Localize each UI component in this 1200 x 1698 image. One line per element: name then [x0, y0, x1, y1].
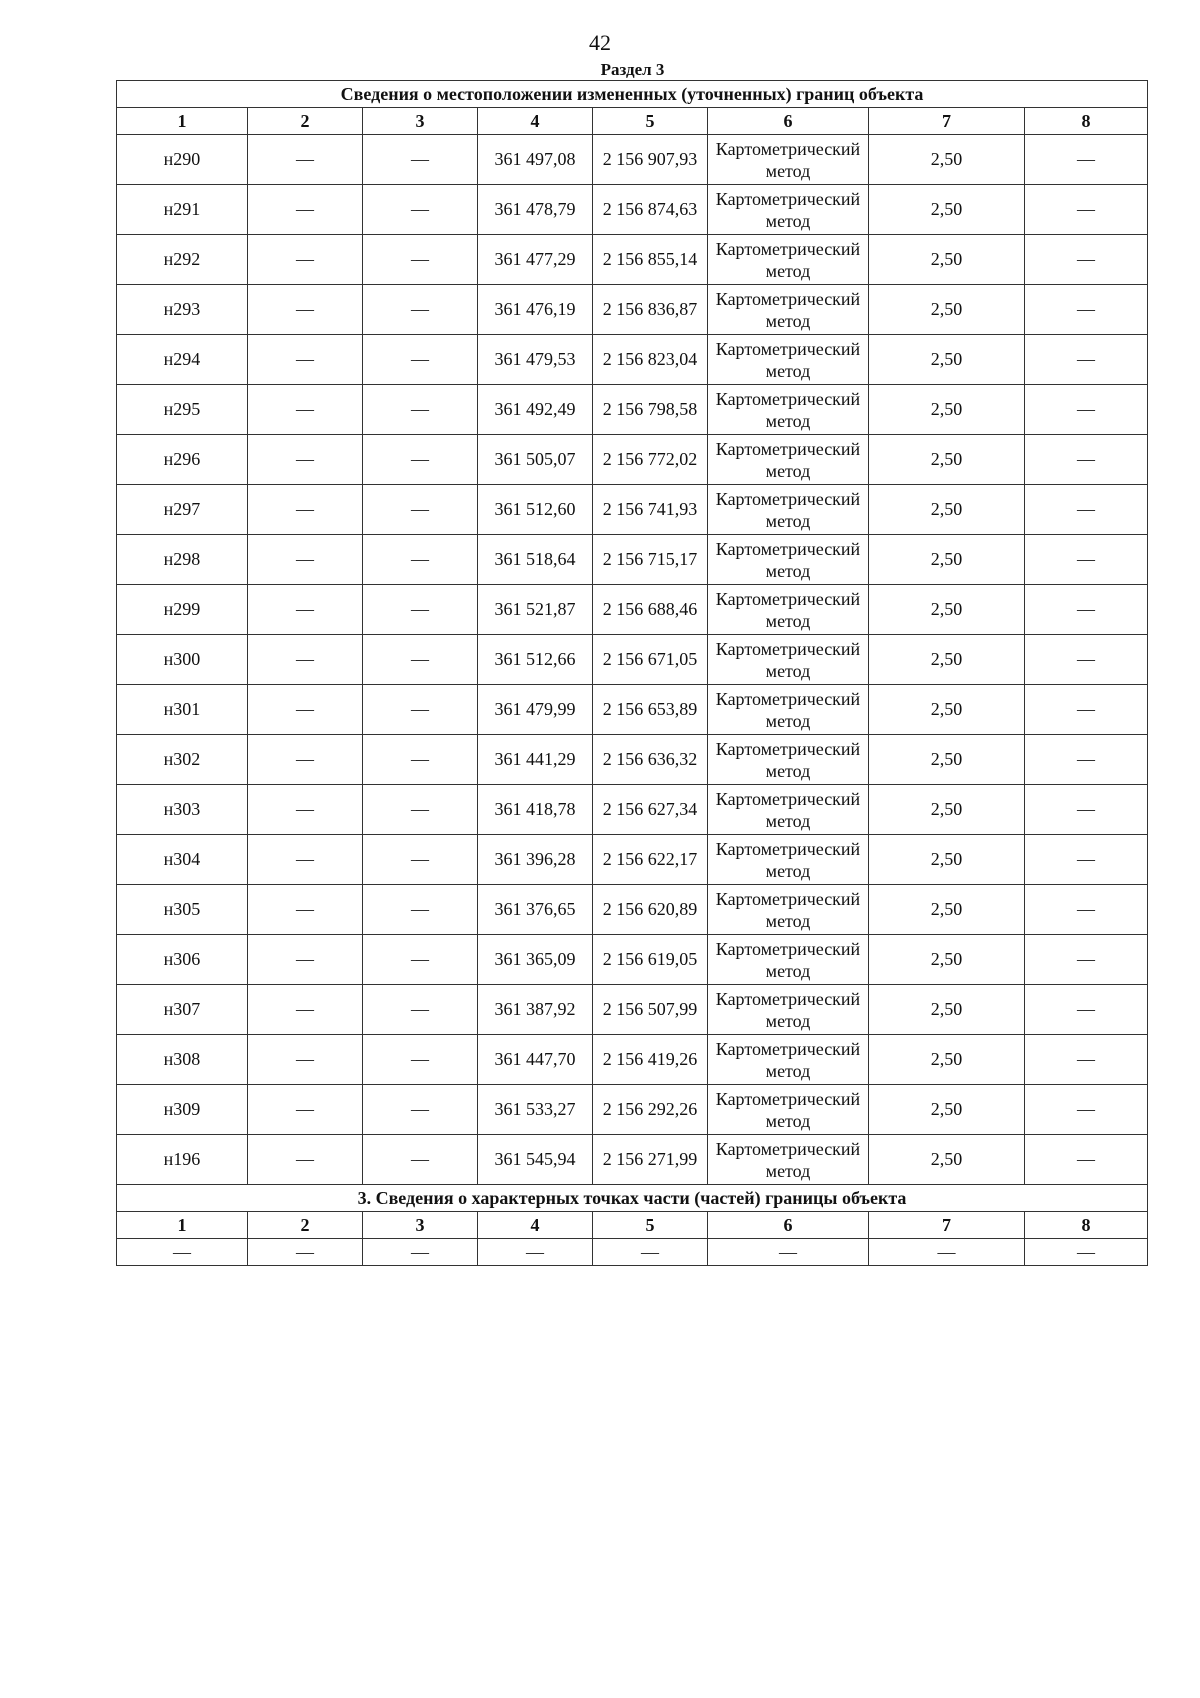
- table-row: [117, 1135, 1148, 1185]
- column-8-cell: —: [1025, 935, 1148, 985]
- section2-caption: 3. Сведения о характерных точках части (частей) границы объекта: [117, 1185, 1148, 1212]
- column-3-cell: —: [363, 885, 478, 935]
- column-number: 3: [363, 108, 478, 135]
- point-cell: н296: [117, 435, 248, 485]
- section2-empty-row: [117, 1239, 1148, 1266]
- point-cell: н301: [117, 685, 248, 735]
- column-8-cell: —: [1025, 585, 1148, 635]
- point-cell: н293: [117, 285, 248, 335]
- column-2-cell: —: [248, 535, 363, 585]
- column-3-cell: —: [363, 485, 478, 535]
- accuracy-cell: 2,50: [869, 535, 1025, 585]
- x-coordinate-cell: 361 518,64: [478, 535, 593, 585]
- table-row: [117, 285, 1148, 335]
- table-row: [117, 635, 1148, 685]
- column-3-cell: —: [363, 535, 478, 585]
- method-cell: Картометрический метод: [708, 935, 869, 985]
- column-number: 1: [117, 108, 248, 135]
- column-3-cell: —: [363, 1085, 478, 1135]
- accuracy-cell: 2,50: [869, 485, 1025, 535]
- column-number: 2: [248, 1212, 363, 1239]
- empty-cell: —: [363, 1239, 478, 1266]
- column-3-cell: —: [363, 935, 478, 985]
- column-8-cell: —: [1025, 385, 1148, 435]
- table-row: [117, 685, 1148, 735]
- y-coordinate-cell: 2 156 653,89: [593, 685, 708, 735]
- column-3-cell: —: [363, 835, 478, 885]
- column-8-cell: —: [1025, 635, 1148, 685]
- y-coordinate-cell: 2 156 823,04: [593, 335, 708, 385]
- column-2-cell: —: [248, 335, 363, 385]
- y-coordinate-cell: 2 156 292,26: [593, 1085, 708, 1135]
- method-cell: Картометрический метод: [708, 685, 869, 735]
- column-8-cell: —: [1025, 285, 1148, 335]
- point-cell: н306: [117, 935, 248, 985]
- column-2-cell: —: [248, 735, 363, 785]
- x-coordinate-cell: 361 533,27: [478, 1085, 593, 1135]
- column-number: 4: [478, 108, 593, 135]
- column-number-row: [117, 108, 1148, 135]
- accuracy-cell: 2,50: [869, 985, 1025, 1035]
- method-cell: Картометрический метод: [708, 585, 869, 635]
- column-number: 2: [248, 108, 363, 135]
- table-row: [117, 135, 1148, 185]
- x-coordinate-cell: 361 476,19: [478, 285, 593, 335]
- x-coordinate-cell: 361 387,92: [478, 985, 593, 1035]
- column-8-cell: —: [1025, 685, 1148, 735]
- accuracy-cell: 2,50: [869, 335, 1025, 385]
- y-coordinate-cell: 2 156 907,93: [593, 135, 708, 185]
- column-2-cell: —: [248, 785, 363, 835]
- y-coordinate-cell: 2 156 772,02: [593, 435, 708, 485]
- column-number: 3: [363, 1212, 478, 1239]
- x-coordinate-cell: 361 512,66: [478, 635, 593, 685]
- column-8-cell: —: [1025, 185, 1148, 235]
- column-8-cell: —: [1025, 785, 1148, 835]
- x-coordinate-cell: 361 521,87: [478, 585, 593, 635]
- accuracy-cell: 2,50: [869, 1135, 1025, 1185]
- column-number: 5: [593, 1212, 708, 1239]
- column-3-cell: —: [363, 685, 478, 735]
- x-coordinate-cell: 361 478,79: [478, 185, 593, 235]
- x-coordinate-cell: 361 497,08: [478, 135, 593, 185]
- column-2-cell: —: [248, 135, 363, 185]
- x-coordinate-cell: 361 376,65: [478, 885, 593, 935]
- point-cell: н298: [117, 535, 248, 585]
- table-row: [117, 335, 1148, 385]
- point-cell: н295: [117, 385, 248, 435]
- column-2-cell: —: [248, 585, 363, 635]
- method-cell: Картометрический метод: [708, 1135, 869, 1185]
- section2-column-number-row: [117, 1212, 1148, 1239]
- table-row: [117, 1035, 1148, 1085]
- column-2-cell: —: [248, 1135, 363, 1185]
- table-row: [117, 1085, 1148, 1135]
- column-2-cell: —: [248, 885, 363, 935]
- method-cell: Картометрический метод: [708, 335, 869, 385]
- column-2-cell: —: [248, 385, 363, 435]
- method-cell: Картометрический метод: [708, 485, 869, 535]
- column-8-cell: —: [1025, 1035, 1148, 1085]
- method-cell: Картометрический метод: [708, 435, 869, 485]
- column-3-cell: —: [363, 985, 478, 1035]
- column-number: 1: [117, 1212, 248, 1239]
- column-8-cell: —: [1025, 735, 1148, 785]
- column-number: 5: [593, 108, 708, 135]
- column-3-cell: —: [363, 435, 478, 485]
- accuracy-cell: 2,50: [869, 185, 1025, 235]
- column-3-cell: —: [363, 335, 478, 385]
- table-row: [117, 835, 1148, 885]
- method-cell: Картометрический метод: [708, 1085, 869, 1135]
- method-cell: Картометрический метод: [708, 785, 869, 835]
- x-coordinate-cell: 361 418,78: [478, 785, 593, 835]
- column-number: 7: [869, 1212, 1025, 1239]
- x-coordinate-cell: 361 365,09: [478, 935, 593, 985]
- table-row: [117, 485, 1148, 535]
- column-2-cell: —: [248, 635, 363, 685]
- empty-cell: —: [117, 1239, 248, 1266]
- column-2-cell: —: [248, 985, 363, 1035]
- y-coordinate-cell: 2 156 671,05: [593, 635, 708, 685]
- y-coordinate-cell: 2 156 688,46: [593, 585, 708, 635]
- column-8-cell: —: [1025, 985, 1148, 1035]
- point-cell: н290: [117, 135, 248, 185]
- column-number: 4: [478, 1212, 593, 1239]
- accuracy-cell: 2,50: [869, 1085, 1025, 1135]
- accuracy-cell: 2,50: [869, 835, 1025, 885]
- point-cell: н291: [117, 185, 248, 235]
- method-cell: Картометрический метод: [708, 635, 869, 685]
- column-8-cell: —: [1025, 485, 1148, 535]
- column-3-cell: —: [363, 585, 478, 635]
- x-coordinate-cell: 361 479,99: [478, 685, 593, 735]
- y-coordinate-cell: 2 156 419,26: [593, 1035, 708, 1085]
- table-caption: Сведения о местоположении измененных (уточненных) границ объекта: [117, 81, 1148, 108]
- column-2-cell: —: [248, 935, 363, 985]
- column-3-cell: —: [363, 785, 478, 835]
- column-2-cell: —: [248, 1035, 363, 1085]
- empty-cell: —: [248, 1239, 363, 1266]
- column-3-cell: —: [363, 135, 478, 185]
- method-cell: Картометрический метод: [708, 835, 869, 885]
- section-title: Раздел 3: [600, 60, 665, 79]
- y-coordinate-cell: 2 156 715,17: [593, 535, 708, 585]
- method-cell: Картометрический метод: [708, 1035, 869, 1085]
- accuracy-cell: 2,50: [869, 435, 1025, 485]
- column-3-cell: —: [363, 385, 478, 435]
- point-cell: н308: [117, 1035, 248, 1085]
- column-8-cell: —: [1025, 885, 1148, 935]
- x-coordinate-cell: 361 505,07: [478, 435, 593, 485]
- column-3-cell: —: [363, 635, 478, 685]
- column-2-cell: —: [248, 235, 363, 285]
- column-number: 7: [869, 108, 1025, 135]
- x-coordinate-cell: 361 441,29: [478, 735, 593, 785]
- column-2-cell: —: [248, 485, 363, 535]
- column-8-cell: —: [1025, 1085, 1148, 1135]
- table-row: [117, 985, 1148, 1035]
- y-coordinate-cell: 2 156 836,87: [593, 285, 708, 335]
- accuracy-cell: 2,50: [869, 685, 1025, 735]
- y-coordinate-cell: 2 156 619,05: [593, 935, 708, 985]
- empty-cell: —: [708, 1239, 869, 1266]
- column-8-cell: —: [1025, 335, 1148, 385]
- section2-caption-row: [117, 1185, 1148, 1212]
- method-cell: Картометрический метод: [708, 535, 869, 585]
- table-row: [117, 935, 1148, 985]
- y-coordinate-cell: 2 156 636,32: [593, 735, 708, 785]
- column-2-cell: —: [248, 285, 363, 335]
- accuracy-cell: 2,50: [869, 585, 1025, 635]
- x-coordinate-cell: 361 512,60: [478, 485, 593, 535]
- y-coordinate-cell: 2 156 855,14: [593, 235, 708, 285]
- table-row: [117, 785, 1148, 835]
- column-3-cell: —: [363, 735, 478, 785]
- column-3-cell: —: [363, 1035, 478, 1085]
- column-number: 6: [708, 1212, 869, 1239]
- table-row: [117, 735, 1148, 785]
- y-coordinate-cell: 2 156 507,99: [593, 985, 708, 1035]
- column-number: 8: [1025, 1212, 1148, 1239]
- y-coordinate-cell: 2 156 627,34: [593, 785, 708, 835]
- accuracy-cell: 2,50: [869, 135, 1025, 185]
- point-cell: н304: [117, 835, 248, 885]
- point-cell: н299: [117, 585, 248, 635]
- y-coordinate-cell: 2 156 620,89: [593, 885, 708, 935]
- column-8-cell: —: [1025, 135, 1148, 185]
- point-cell: н309: [117, 1085, 248, 1135]
- empty-cell: —: [1025, 1239, 1148, 1266]
- table-row: [117, 385, 1148, 435]
- method-cell: Картометрический метод: [708, 735, 869, 785]
- accuracy-cell: 2,50: [869, 385, 1025, 435]
- accuracy-cell: 2,50: [869, 735, 1025, 785]
- accuracy-cell: 2,50: [869, 635, 1025, 685]
- column-3-cell: —: [363, 185, 478, 235]
- method-cell: Картометрический метод: [708, 285, 869, 335]
- point-cell: н196: [117, 1135, 248, 1185]
- method-cell: Картометрический метод: [708, 985, 869, 1035]
- table-caption-row: [117, 81, 1148, 108]
- accuracy-cell: 2,50: [869, 785, 1025, 835]
- point-cell: н303: [117, 785, 248, 835]
- y-coordinate-cell: 2 156 741,93: [593, 485, 708, 535]
- column-8-cell: —: [1025, 435, 1148, 485]
- method-cell: Картометрический метод: [708, 235, 869, 285]
- accuracy-cell: 2,50: [869, 285, 1025, 335]
- y-coordinate-cell: 2 156 874,63: [593, 185, 708, 235]
- column-8-cell: —: [1025, 535, 1148, 585]
- table-row: [117, 585, 1148, 635]
- x-coordinate-cell: 361 545,94: [478, 1135, 593, 1185]
- table-row: [117, 535, 1148, 585]
- empty-cell: —: [478, 1239, 593, 1266]
- point-cell: н297: [117, 485, 248, 535]
- table-row: [117, 185, 1148, 235]
- column-2-cell: —: [248, 185, 363, 235]
- y-coordinate-cell: 2 156 622,17: [593, 835, 708, 885]
- x-coordinate-cell: 361 479,53: [478, 335, 593, 385]
- method-cell: Картометрический метод: [708, 885, 869, 935]
- y-coordinate-cell: 2 156 271,99: [593, 1135, 708, 1185]
- column-2-cell: —: [248, 835, 363, 885]
- method-cell: Картометрический метод: [708, 135, 869, 185]
- x-coordinate-cell: 361 447,70: [478, 1035, 593, 1085]
- point-cell: н307: [117, 985, 248, 1035]
- accuracy-cell: 2,50: [869, 235, 1025, 285]
- column-3-cell: —: [363, 235, 478, 285]
- x-coordinate-cell: 361 477,29: [478, 235, 593, 285]
- x-coordinate-cell: 361 492,49: [478, 385, 593, 435]
- accuracy-cell: 2,50: [869, 1035, 1025, 1085]
- method-cell: Картометрический метод: [708, 385, 869, 435]
- point-cell: н302: [117, 735, 248, 785]
- table-row: [117, 235, 1148, 285]
- x-coordinate-cell: 361 396,28: [478, 835, 593, 885]
- column-3-cell: —: [363, 285, 478, 335]
- column-number: 8: [1025, 108, 1148, 135]
- y-coordinate-cell: 2 156 798,58: [593, 385, 708, 435]
- point-cell: н292: [117, 235, 248, 285]
- accuracy-cell: 2,50: [869, 935, 1025, 985]
- accuracy-cell: 2,50: [869, 885, 1025, 935]
- column-3-cell: —: [363, 1135, 478, 1185]
- column-8-cell: —: [1025, 1135, 1148, 1185]
- column-2-cell: —: [248, 435, 363, 485]
- table-row: [117, 435, 1148, 485]
- coordinates-table: [116, 80, 1148, 1266]
- page-number: 42: [589, 30, 611, 55]
- point-cell: н294: [117, 335, 248, 385]
- method-cell: Картометрический метод: [708, 185, 869, 235]
- column-2-cell: —: [248, 1085, 363, 1135]
- empty-cell: —: [593, 1239, 708, 1266]
- column-8-cell: —: [1025, 235, 1148, 285]
- point-cell: н305: [117, 885, 248, 935]
- table-row: [117, 885, 1148, 935]
- column-8-cell: —: [1025, 835, 1148, 885]
- column-2-cell: —: [248, 685, 363, 735]
- column-number: 6: [708, 108, 869, 135]
- point-cell: н300: [117, 635, 248, 685]
- empty-cell: —: [869, 1239, 1025, 1266]
